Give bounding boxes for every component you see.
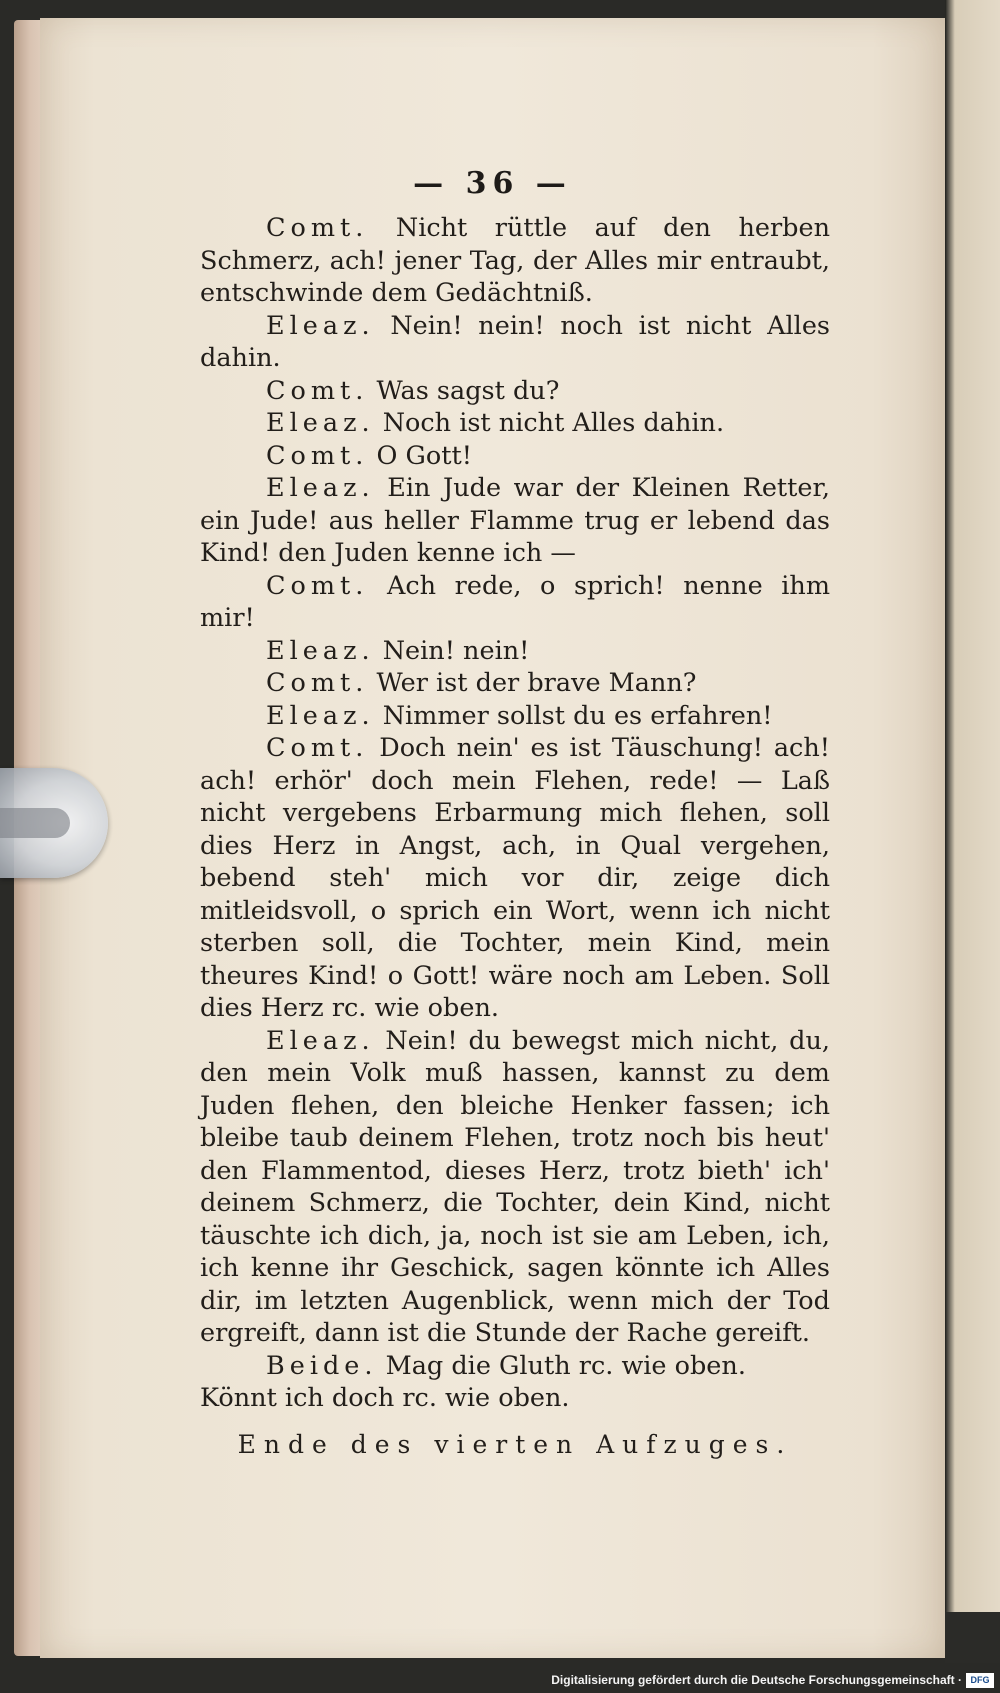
paragraph [200,732,830,1025]
paragraph-text: Wer ist der brave Mann? [368,668,697,698]
paragraph [200,635,830,668]
paragraph-text: Was sagst du? [368,375,560,406]
paper-clip-shadow [0,808,70,838]
speaker-name: Comt. [266,570,369,601]
act-end-line: Ende des vierten Aufzuges. [237,1429,793,1459]
footer-bar [0,1663,1000,1693]
paragraph-text: Nein! du bewegst mich nicht, du, den mein Volk muß hassen, kannst zu dem Juden flehen, den bleiche Henker fassen; ich bleibe taub deinem Flehen, trotz noch bis heut' den Flammentod, dieses Herz, trotz bieth' ich' deinem Schmerz, die Tochter, dein Kind, nicht täuschte ich dich, ja, noch ist sie am Leben, ich, ich kenne ihr Geschick, sagen könnte ich Alles dir, im letzten Augenblick, wenn mich der Tod ergreift, dann ist die Stunde der Rache gereift. [200,1025,830,1348]
speaker-name: Eleaz. [266,1025,375,1056]
speaker-name: Eleaz. [266,408,375,438]
speaker-name: Eleaz. [266,473,375,503]
paragraph [200,1350,830,1383]
paragraph [200,212,830,310]
paragraph [200,375,830,408]
paragraph [200,310,830,375]
paragraph-text: Doch nein' es ist Täuschung! ach! ach! erhör' doch mein Flehen, rede! — Laß nicht vergebens Erbarmung mich flehen, soll dies Herz in Angst, ach, in Qual vergehen, bebend steh' mich vor dir, zeige dich mitleidsvoll, o sprich ein Wort, wenn ich nicht sterben soll, die Tochter, mein Kind, mein theures Kind! o Gott! wäre noch am Leben. Soll dies Herz rc. wie oben. [200,733,830,1023]
speaker-name: Comt. [266,375,369,406]
paragraph-text: Könnt ich doch rc. wie oben. [200,1383,570,1413]
paragraph [200,440,830,473]
paragraph-text: Mag die Gluth rc. wie oben. [377,1350,746,1381]
speaker-name: Beide. [266,1350,378,1381]
paragraph [200,667,830,700]
speaker-name: Eleaz. [266,700,375,731]
paragraph [200,472,830,570]
paragraph [200,700,830,733]
page-number: — 36 — [413,166,572,201]
speaker-name: Comt. [266,668,369,698]
paragraph [200,1382,830,1415]
speaker-name: Comt. [266,733,369,763]
paragraph-text: Noch ist nicht Alles dahin. [374,408,725,438]
paragraph-text: Nimmer sollst du es erfahren! [374,700,773,731]
paragraph [200,1025,830,1350]
paragraph-text: Nein! nein! [374,635,530,666]
speaker-name: Eleaz. [266,635,375,666]
speaker-name: Comt. [266,213,369,243]
paragraph-text: Ein Jude war der Kleinen Retter, ein Jude! aus heller Flamme trug er lebend das Kind! den Juden kenne ich — [200,473,830,568]
speaker-name: Eleaz. [266,310,375,341]
speaker-name: Comt. [266,440,369,471]
paragraph-text: Nein! nein! noch ist nicht Alles dahin. [200,310,830,373]
footer-credit: Digitalisierung gefördert durch die Deutsche Forschungsgemeinschaft · [551,1673,962,1687]
facing-page-edge [945,0,1000,1693]
text-body [200,212,830,1461]
paragraph-text: O Gott! [368,440,472,471]
paragraph [200,407,830,440]
paragraph [200,570,830,635]
paragraph-text: Nicht rüttle auf den herben Schmerz, ach! jener Tag, der Alles mir entraubt, entschwinde dem Gedächtniß. [200,213,830,308]
dfg-logo-icon: DFG [966,1673,994,1688]
paragraph-text: Ach rede, o sprich! nenne ihm mir! [200,570,830,633]
